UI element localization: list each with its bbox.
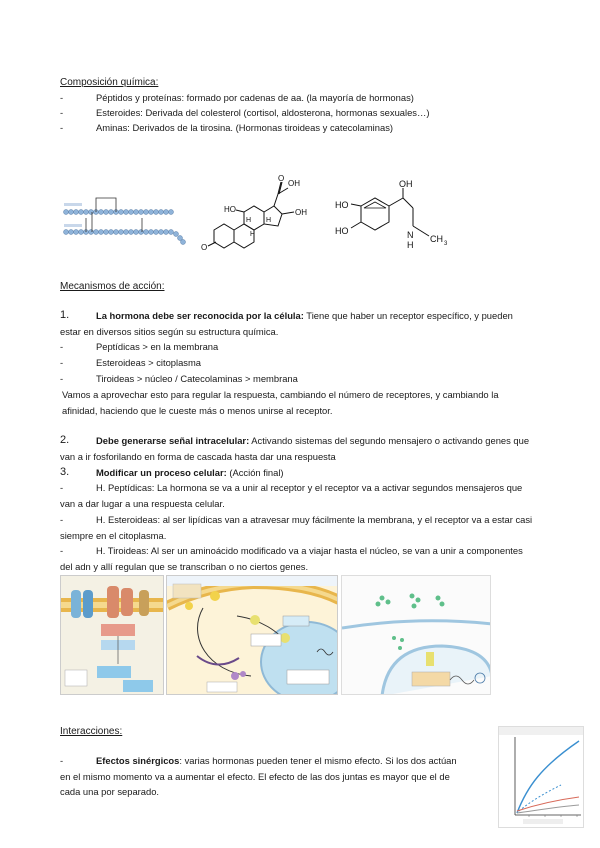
steroid-label: H	[246, 217, 252, 224]
amine-structure-figure	[333, 180, 463, 252]
peptide-receptor-figure	[60, 575, 164, 695]
mechanism-title: La hormona debe ser reconocida por la célula:	[96, 310, 304, 321]
amine-label: HO	[335, 200, 349, 210]
steroid-label: O	[201, 243, 208, 252]
bullet: -	[60, 545, 64, 556]
list-item-text: del adn y allí regulan que se transcriban o no ciertos genes.	[60, 560, 309, 572]
mechanism-text: van a ir fosforilando en forma de cascada hasta dar una respuesta	[60, 450, 336, 462]
steroid-label: O	[278, 174, 285, 183]
list-item-text: siempre en el citoplasma.	[60, 529, 167, 541]
amine-label: H	[407, 240, 414, 250]
bullet: -	[60, 514, 64, 525]
thyroid-receptor-figure	[341, 575, 491, 695]
item-number: 1.	[60, 309, 70, 321]
list-item-text: Péptidos y proteínas: formado por cadenas de aa. (la mayoría de hormonas)	[96, 92, 414, 103]
mechanism-title: Debe generarse señal intracelular:	[96, 435, 250, 446]
bullet: -	[60, 357, 64, 368]
list-item-text: Esteroides: Derivada del colesterol (cortisol, aldosterona, hormonas sexuales…)	[96, 107, 430, 118]
list-item-text: Peptídicas > en la membrana	[96, 341, 219, 352]
mechanism-1	[60, 308, 550, 339]
bullet: -	[60, 482, 64, 493]
steroid-label: OH	[295, 208, 307, 217]
steroid-structure-figure	[198, 172, 318, 252]
item-number: 3.	[60, 466, 70, 478]
bullet: -	[60, 122, 64, 133]
interaction-text: en el mismo momento va a aumentar el efecto. El efecto de las dos juntas es mayor que el de	[60, 770, 450, 782]
note-line: afinidad, haciendo que le cueste más o menos unirse al receptor.	[62, 404, 333, 416]
item-number: 2.	[60, 434, 70, 446]
list-item-text: H. Esteroideas: al ser lipídicas van a atravesar muy fácilmente la membrana, y el receptor va a estar casi	[96, 514, 533, 525]
interaction-text: : varias hormonas pueden tener el mismo efecto. Si los dos actúan	[179, 755, 457, 766]
interaction-text: cada una por separado.	[60, 786, 160, 797]
amine-label: OH	[399, 180, 413, 189]
list-item-text: Esteroideas > citoplasma	[96, 357, 202, 368]
amine-label: CH	[430, 234, 443, 244]
list-item-text: van a dar lugar a una respuesta celular.	[60, 497, 225, 509]
interaction-item	[60, 753, 490, 800]
bullet: -	[60, 373, 64, 384]
amine-label: 3	[444, 241, 448, 247]
list-item-text: H. Peptídicas: La hormona se va a unir al receptor y el receptor va a activar segundos mensajeros que	[96, 482, 523, 493]
section-heading-mecanismos: Mecanismos de acción:	[60, 281, 165, 292]
list-item	[60, 480, 550, 511]
bullet: -	[60, 107, 64, 118]
amine-label: N	[407, 230, 414, 240]
steroid-label: OH	[288, 179, 300, 188]
bullet: -	[60, 755, 64, 766]
list-item-text: Tiroideas > núcleo / Catecolaminas > membrana	[96, 373, 298, 384]
mechanism-3	[60, 465, 550, 481]
list-item-text: H. Tiroideas: Al ser un aminoácido modificado va a viajar hasta el núcleo, se van a unir a componentes	[96, 545, 523, 556]
steroid-label: H	[250, 231, 256, 238]
mechanism-text: (Acción final)	[226, 467, 284, 478]
peptide-chain-figure	[62, 188, 192, 248]
section-heading-interacciones: Interacciones:	[60, 726, 123, 737]
mechanism-title: Modificar un proceso celular:	[96, 467, 227, 478]
steroid-label: H	[266, 217, 272, 224]
interaction-title: Efectos sinérgicos	[96, 755, 180, 766]
section-heading-composicion: Composición química:	[60, 77, 159, 88]
bullet: -	[60, 341, 64, 352]
amine-label: HO	[335, 226, 349, 236]
note-line: Vamos a aprovechar esto para regular la respuesta, cambiando el número de receptores, y cambiando la	[62, 389, 499, 400]
list-item	[60, 512, 550, 543]
list-item-text: Aminas: Derivados de la tirosina. (Hormonas tiroideas y catecolaminas)	[96, 122, 393, 133]
bullet: -	[60, 92, 64, 103]
mechanism-text: Activando sistemas del segundo mensajero o activando genes que	[249, 435, 530, 446]
mechanism-text: estar en diversos sitios según su estructura química.	[60, 325, 279, 337]
mechanism-2	[60, 433, 550, 464]
steroid-label: HO	[224, 205, 236, 214]
steroid-receptor-figure	[166, 575, 338, 695]
synergy-graph-figure	[498, 726, 584, 828]
mechanism-text: Tiene que haber un receptor específico, y pueden	[303, 310, 513, 321]
list-item	[60, 543, 550, 574]
mechanism-note	[62, 387, 552, 418]
